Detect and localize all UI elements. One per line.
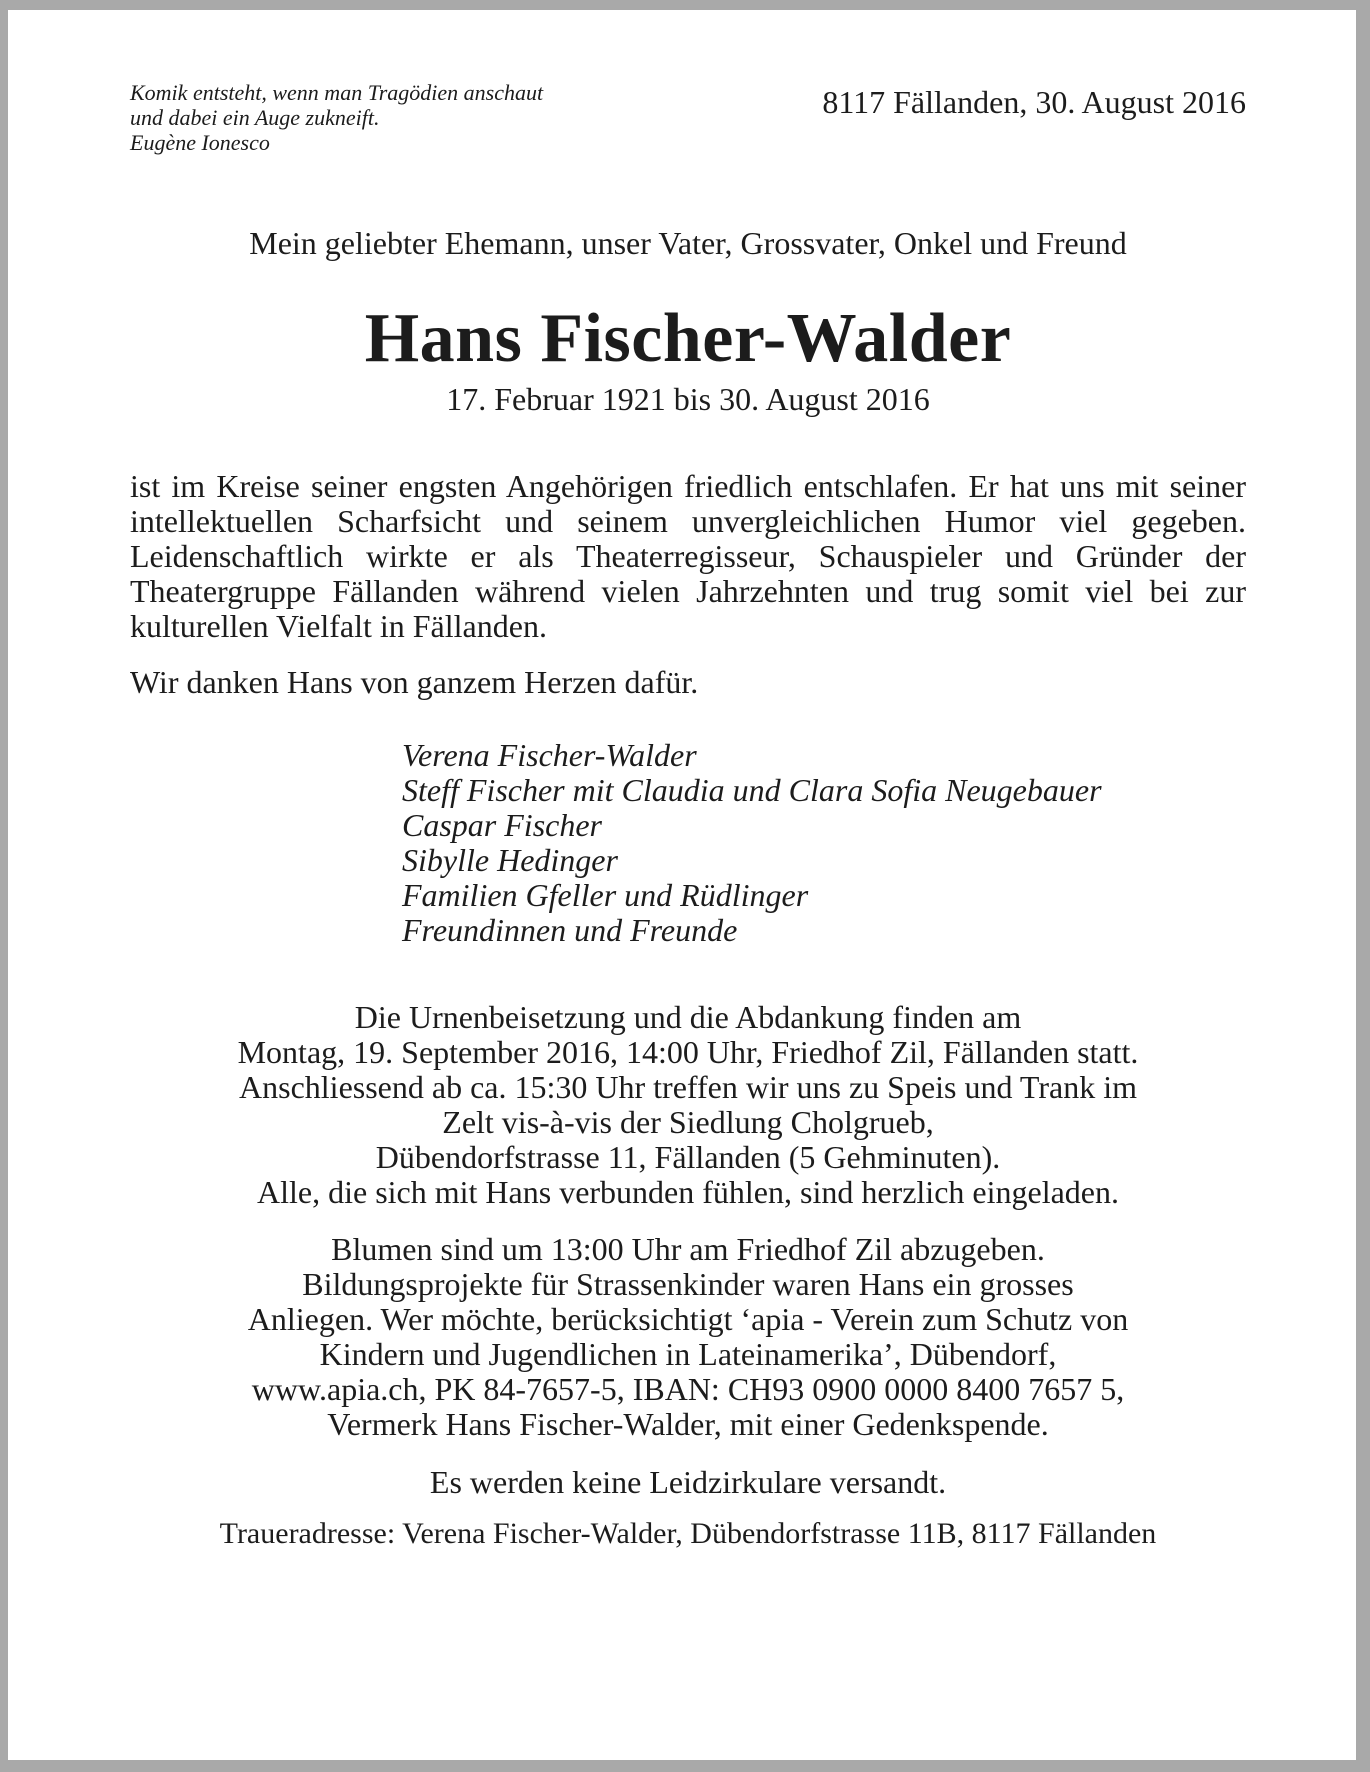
donation-line: Kindern und Jugendlichen in Lateinamerika’, Dübendorf, — [319, 1336, 1057, 1372]
donation-line: www.apia.ch, PK 84-7657-5, IBAN: CH93 0900 0000 8400 7657 5, — [251, 1371, 1125, 1407]
signatory: Steff Fischer mit Claudia und Clara Sofia Neugebauer — [402, 772, 1102, 808]
donation-line: Blumen sind um 13:00 Uhr am Friedhof Zil abzugeben. — [331, 1231, 1045, 1267]
thanks-line: Wir danken Hans von ganzem Herzen dafür. — [130, 664, 699, 700]
ceremony-line: Anschliessend ab ca. 15:30 Uhr treffen wir uns zu Speis und Trank im — [239, 1069, 1137, 1105]
life-dates: 17. Februar 1921 bis 30. August 2016 — [446, 381, 930, 417]
mourning-address: Traueradresse: Verena Fischer-Walder, Dübendorfstrasse 11B, 8117 Fällanden — [219, 1517, 1157, 1550]
signatory: Freundinnen und Freunde — [402, 912, 738, 948]
signatory: Familien Gfeller und Rüdlinger — [402, 877, 809, 913]
signatory: Verena Fischer-Walder — [402, 737, 697, 773]
ceremony-line: Die Urnenbeisetzung und die Abdankung finden am — [354, 999, 1022, 1035]
intro-line: Mein geliebter Ehemann, unser Vater, Grossvater, Onkel und Freund — [249, 225, 1127, 261]
ceremony-details — [130, 1000, 1246, 1210]
no-circulars-note: Es werden keine Leidzirkulare versandt. — [429, 1464, 947, 1500]
signatories-list — [402, 738, 1246, 948]
place-date: 8117 Fällanden, 30. August 2016 — [822, 84, 1246, 120]
deceased-name: Hans Fischer-Walder — [364, 300, 1012, 377]
motto-line: und dabei ein Auge zukneift. — [130, 105, 380, 130]
donation-details — [130, 1232, 1246, 1442]
signatory: Caspar Fischer — [402, 807, 602, 843]
donation-line: Vermerk Hans Fischer-Walder, mit einer Gedenkspende. — [327, 1406, 1049, 1442]
motto-author: Eugène Ionesco — [130, 130, 270, 155]
donation-line: Anliegen. Wer möchte, berücksichtigt ‘apia - Verein zum Schutz von — [247, 1301, 1129, 1337]
obituary-content — [130, 80, 1246, 1552]
motto-quote — [130, 80, 543, 155]
signatory: Sibylle Hedinger — [402, 842, 618, 878]
donation-line: Bildungsprojekte für Strassenkinder waren Hans ein grosses — [302, 1266, 1074, 1302]
ceremony-line: Dübendorfstrasse 11, Fällanden (5 Gehminuten). — [375, 1139, 1001, 1175]
header-row — [130, 80, 1246, 155]
ceremony-line: Alle, die sich mit Hans verbunden fühlen, sind herzlich eingeladen. — [257, 1174, 1119, 1210]
motto-line: Komik entsteht, wenn man Tragödien anschaut — [130, 80, 544, 105]
obituary-page — [8, 10, 1356, 1760]
ceremony-line: Zelt vis-à-vis der Siedlung Cholgrueb, — [442, 1104, 934, 1140]
obituary-body: ist im Kreise seiner engsten Angehörigen friedlich entschlafen. Er hat uns mit seiner intellektuellen Scharfsicht und seinem unvergleichlichen Humor viel gegeben. Leidenschaftlich wirkte er als Theaterregisseur, Schauspieler und Gründer der Theatergruppe Fällanden während vielen Jahrzehnten und trug somit viel bei zur kulturellen Vielfalt in Fällanden. — [130, 468, 1246, 644]
ceremony-line: Montag, 19. September 2016, 14:00 Uhr, Friedhof Zil, Fällanden statt. — [237, 1034, 1139, 1070]
